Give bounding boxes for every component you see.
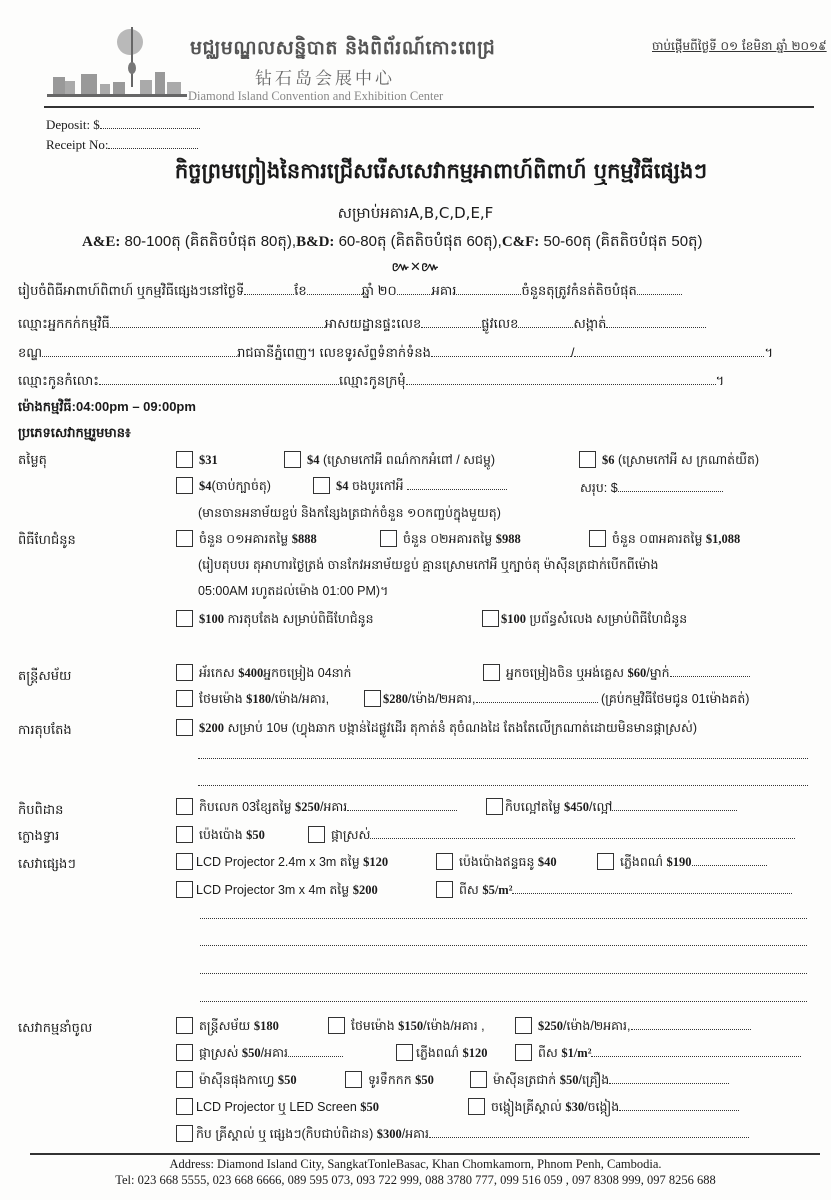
imported-aircon-input[interactable] — [609, 1072, 729, 1084]
ornament-divider: ៚✕៚ — [391, 260, 440, 275]
imported-chandelier-text: ចង្កៀងគ្រីស្តាល់ — [491, 1100, 566, 1114]
imported-row-3b — [345, 1071, 434, 1089]
imported-aircon-checkbox[interactable] — [470, 1071, 487, 1088]
ceiling-lake-text-b: /អគារ — [319, 800, 348, 814]
building-label: អគារ — [431, 283, 457, 298]
event-year-input[interactable] — [397, 283, 432, 295]
chair-ribbon-input[interactable] — [407, 478, 507, 490]
engagement-3-text: ចំនួន ០៣អគារតម្លៃ — [612, 532, 706, 546]
imported-extra-hour-text: ថែមម៉ោង — [351, 1019, 399, 1033]
ceiling-lake-text-a: កិបលេក 03ខ្សែតម្លៃ — [199, 800, 295, 814]
engagement-note-2: 05:00AM រហូតដល់ម៉ោង 01:00 PM)។ — [198, 584, 389, 598]
imported-lcd-text: LCD Projector ឬ LED Screen — [196, 1100, 361, 1114]
imported-extra-hour-2-price: $250 — [538, 1019, 563, 1033]
orchestra-text-a: អ័រកេស — [199, 666, 239, 680]
imported-carpet-input[interactable] — [591, 1045, 801, 1057]
imported-row-3c — [470, 1071, 729, 1089]
imported-extra-hour-2-unit: /ម៉ោង/២អគារ, — [563, 1019, 631, 1033]
other-row-2b — [436, 881, 792, 899]
engagement-sound-checkbox[interactable] — [482, 610, 499, 627]
services-heading: ប្រភេទសេវាកម្មរួមមាន៖ — [18, 426, 131, 441]
logo-english-name: Diamond Island Convention and Exhibition Center — [188, 89, 444, 103]
chair-cover-white-price: $6 — [602, 453, 615, 467]
table-total-row — [580, 479, 723, 497]
engagement-row-2b — [482, 610, 687, 628]
effective-date: ចាប់ផ្តើមពីថ្ងៃទី ០១ ខែមិនា ឆ្នាំ ២០១៩ — [652, 39, 827, 53]
section-label-gate: ក្លោងទ្វារ — [18, 828, 60, 843]
chair-ribbon-checkbox[interactable] — [313, 477, 330, 494]
imported-music-checkbox[interactable] — [176, 1017, 193, 1034]
phone-label: រាជធានីភ្នំពេញ។ លេខទូរស័ព្ទទំនាក់ទំនង — [237, 345, 431, 360]
other-row-1b — [436, 853, 557, 871]
table-price-row-2 — [176, 477, 271, 495]
imported-carpet-text: ពីស — [538, 1046, 562, 1060]
other-input-line-4[interactable] — [200, 1001, 807, 1002]
event-time: ម៉ោងកម្មវិធី:04:00pm – 09:00pm — [18, 399, 196, 414]
chair-cover-colored-price: $4 — [307, 453, 320, 467]
gate-flowers-checkbox[interactable] — [308, 826, 325, 843]
section-label-decoration: ការតុបតែង — [18, 722, 72, 737]
imported-lcd-checkbox[interactable] — [176, 1098, 193, 1115]
foreign-singer-price: $60 — [627, 666, 647, 680]
ceiling-row-b — [486, 798, 737, 816]
foreign-singer-text-b: /ម្នាក់ — [646, 666, 670, 680]
lcd-small-checkbox[interactable] — [176, 853, 193, 870]
chair-cover-colored-checkbox[interactable] — [284, 451, 301, 468]
engagement-1-building-checkbox[interactable] — [176, 530, 193, 547]
foreign-singer-checkbox[interactable] — [483, 664, 500, 681]
event-date-row — [18, 282, 682, 300]
imported-extra-hour-2-checkbox[interactable] — [515, 1017, 532, 1034]
ceiling-row — [176, 798, 457, 816]
imported-flowers-checkbox[interactable] — [176, 1044, 193, 1061]
imported-flowers-unit: /អគារ — [260, 1046, 288, 1060]
gate-balloon-text: ប៉េងប៉ោង — [199, 828, 247, 842]
imported-coffee-checkbox[interactable] — [176, 1071, 193, 1088]
table-total-label: សរុប: $ — [580, 481, 618, 495]
foreign-singer-input[interactable] — [670, 665, 750, 677]
imported-row-5 — [176, 1125, 749, 1143]
imported-lights-text: ភ្លើងពណ៌ — [416, 1046, 463, 1060]
color-lights-checkbox[interactable] — [597, 853, 614, 870]
sangkat-input[interactable] — [606, 316, 706, 328]
lcd-large-checkbox[interactable] — [176, 881, 193, 898]
other-row-1 — [176, 853, 388, 871]
imported-extra-hour-price: $150 — [398, 1019, 424, 1033]
groom-label: ឈ្មោះកូនកំលោះ — [18, 373, 99, 388]
music-row-1b — [483, 664, 750, 682]
engagement-decoration-text: ការតុបតែង សម្រាប់ពិធីហែជំនូន — [224, 612, 374, 626]
imported-fridge-checkbox[interactable] — [345, 1071, 362, 1088]
imported-chandelier-input[interactable] — [619, 1099, 739, 1111]
other-input-line-3[interactable] — [200, 973, 807, 974]
bride-name-input[interactable] — [406, 373, 716, 385]
music-row-1 — [176, 664, 352, 682]
music-row-2 — [176, 690, 329, 708]
month-label: ខែ — [294, 283, 307, 298]
house-number-input[interactable] — [421, 316, 481, 328]
building-input[interactable] — [456, 283, 521, 295]
sangkat-label: សង្កាត់ — [573, 316, 607, 331]
capacity-bd-text: 60-80តុ (គិតតិចបំផុត 60តុ), — [334, 233, 502, 250]
imported-row-4b — [468, 1098, 739, 1116]
footer-divider — [30, 1153, 820, 1155]
table-price-row-1 — [176, 451, 218, 469]
imported-flowers-price: $50 — [241, 1046, 261, 1060]
carpet-text: ពីស — [459, 883, 483, 897]
min-tables-input[interactable] — [637, 283, 682, 295]
imported-chandelier-checkbox[interactable] — [468, 1098, 485, 1115]
imported-row-3 — [176, 1071, 297, 1089]
imported-lcd-price: $50 — [360, 1100, 379, 1114]
engagement-sound-price: $100 — [501, 612, 526, 626]
city-skyline-logo-icon — [45, 22, 190, 102]
receipt-field[interactable] — [46, 137, 198, 153]
imported-row-1 — [176, 1017, 279, 1035]
rainbow-balloon-checkbox[interactable] — [436, 853, 453, 870]
gate-balloon-checkbox[interactable] — [176, 826, 193, 843]
couple-row — [18, 372, 724, 390]
imported-crystal-unit: /អគារ — [401, 1127, 430, 1141]
carpet-price: $5/m² — [482, 883, 513, 897]
ceiling-lantern-checkbox[interactable] — [486, 798, 503, 815]
imported-row-4 — [176, 1098, 379, 1116]
lcd-small-price: $120 — [363, 855, 389, 869]
engagement-1-text: ចំនួន ០១អគារតម្លៃ — [199, 532, 292, 546]
imported-carpet-checkbox[interactable] — [515, 1044, 532, 1061]
extra-hour-2-building-price: $280 — [383, 692, 408, 706]
other-row-1c — [597, 853, 767, 871]
chair-cover-white-text: (ស្រោមកៅអី ស ក្រណាត់យឺត) — [614, 453, 760, 467]
groom-name-input[interactable] — [99, 373, 339, 385]
lcd-small-text: LCD Projector 2.4m x 3m តម្លៃ — [196, 855, 364, 869]
imported-extra-hour-checkbox[interactable] — [328, 1017, 345, 1034]
ceiling-lantern-price: $450 — [564, 800, 590, 814]
gate-flowers-text: ផ្កាស្រស់ — [331, 828, 371, 842]
extra-hour-2-building-text: /ម៉ោង/២អគារ, — [408, 692, 476, 706]
extra-hour-input[interactable] — [476, 691, 598, 703]
imported-flowers-input[interactable] — [288, 1045, 343, 1057]
imported-music-text: តន្ត្រីសម័យ — [199, 1019, 254, 1033]
phone-input-2[interactable] — [574, 345, 764, 357]
chair-ribbon-text: ចងបូរកៅអី — [348, 479, 404, 493]
min-tables-label: ចំនួនតុត្រូវកំនត់តិចបំផុត — [521, 283, 637, 298]
page-title: កិច្ចព្រមព្រៀងនៃការជ្រើសរើសសេវាកម្មអាពាហ៍ពិពាហ៍ ឬកម្មវិធីផ្សេងៗ — [174, 159, 708, 183]
end-mark: ។ — [715, 373, 725, 388]
engagement-3-price: $1,088 — [705, 532, 741, 546]
khan-input[interactable] — [42, 345, 237, 357]
event-date-label: រៀបចំពិធីអាពាហ៍ពិពាហ៍ ឬកម្មវិធីផ្សេងៗនៅថ្ងៃទី — [18, 283, 245, 298]
imported-aircon-price: $50 — [559, 1073, 579, 1087]
organizer-name-input[interactable] — [110, 316, 325, 328]
section-label-other: សេវាផ្សេងៗ — [18, 856, 76, 871]
imported-crystal-input[interactable] — [429, 1126, 749, 1138]
khan-label: ខណ្ឌ — [18, 345, 43, 360]
engagement-sound-text: ប្រព័ន្ធសំលេង សម្រាប់ពិធីហែជំនូន — [526, 612, 688, 626]
capacity-ae-label: A&E: — [82, 234, 121, 250]
imported-chandelier-unit: /ចង្កៀង — [584, 1100, 620, 1114]
imported-coffee-price: $50 — [277, 1073, 297, 1087]
carpet-input[interactable] — [512, 882, 792, 894]
imported-row-1b — [328, 1017, 485, 1035]
phone-separator: / — [570, 345, 575, 360]
decoration-row — [176, 719, 697, 737]
section-label-ceiling: កិបពិដាន — [18, 802, 64, 817]
gate-balloon-price: $50 — [246, 828, 265, 842]
logo-chinese-name: 钻石岛会展中心 — [255, 69, 395, 89]
engagement-decoration-checkbox[interactable] — [176, 610, 193, 627]
table-price-row-1c — [579, 451, 759, 469]
bride-label: ឈ្មោះកូនក្រមុំ — [338, 373, 406, 388]
event-day-input[interactable] — [244, 283, 294, 295]
imported-music-price: $180 — [253, 1019, 279, 1033]
street-input[interactable] — [518, 316, 573, 328]
ceiling-lake-price: $250 — [294, 800, 320, 814]
imported-crystal-price: $300 — [376, 1127, 402, 1141]
khan-phone-row — [18, 344, 773, 362]
other-input-line-2[interactable] — [200, 945, 807, 946]
table-pattern-price: $4 — [199, 479, 212, 493]
engagement-2-building-checkbox[interactable] — [380, 530, 397, 547]
engagement-row-1 — [176, 530, 317, 548]
decoration-text: សម្រាប់ 10ម (ហ្វុងឆាក បង្កាន់ដៃផ្លូវដើរ តុកាត់នំ តុចំណងដៃ តែងតែលើក្រណាត់ដោយមិនមានផ្កាស្រស់) — [224, 721, 698, 735]
extra-hour-text-b: /ម៉ោង/អគារ, — [271, 692, 330, 706]
imported-fridge-text: ទូរទឹកកក — [368, 1073, 416, 1087]
engagement-row-1b — [380, 530, 521, 548]
gate-flowers-input[interactable] — [370, 827, 795, 839]
table-price-row-2b — [313, 477, 507, 495]
gate-row — [176, 826, 265, 844]
capacity-line — [82, 232, 703, 254]
color-lights-input[interactable] — [692, 854, 767, 866]
chair-cover-colored-text: (ស្រោមកៅអី ពណ៌កាកអំពៅ / សជម្ពូ) — [319, 453, 496, 467]
footer-address: Address: Diamond Island City, SangkatTonleBasac, Khan Chomkamorn, Phnom Penh, Cambodia. — [169, 1157, 662, 1171]
imported-extra-hour-input[interactable] — [631, 1018, 751, 1030]
receipt-input[interactable] — [108, 137, 198, 149]
engagement-1-price: $888 — [291, 532, 317, 546]
rainbow-balloon-price: $40 — [537, 855, 557, 869]
street-label: ផ្លូវលេខ — [481, 316, 519, 331]
deposit-input[interactable] — [100, 117, 200, 129]
receipt-label: Receipt No: — [46, 137, 109, 152]
table-total-input[interactable] — [618, 480, 723, 492]
imported-crystal-text: កិប គ្រីស្តាល់ ឬ ផ្សេងៗ(កិបជាប់ពិដាន) — [196, 1127, 377, 1141]
engagement-3-building-checkbox[interactable] — [589, 530, 606, 547]
imported-coffee-text: ម៉ាស៊ីនផុងកាហ្វេ — [199, 1073, 278, 1087]
capacity-ae-text: 80-100តុ (គិតតិចបំផុត 80តុ), — [120, 233, 297, 250]
ceiling-lantern-text-a: កិបល្អៅតម្លៃ — [505, 800, 565, 814]
imported-flowers-text: ផ្កាស្រស់ — [199, 1046, 242, 1060]
engagement-note-1: (រៀបតុបបរ តុអាហារថ្ងៃត្រង់ ចានកែវអនាម័យខ្ចប់ គ្មានស្រោមកៅអី ឬក្បាច់តុ ម៉ាស៊ីនត្រជាក់បើកពីម៉ោង — [198, 558, 659, 572]
event-month-input[interactable] — [307, 283, 362, 295]
imported-row-2c — [515, 1044, 801, 1062]
table-pattern-checkbox[interactable] — [176, 477, 193, 494]
logo-khmer-name: មជ្ឈមណ្ឌលសន្និបាត និងពិព័រណ៍កោះពេជ្រ — [190, 37, 496, 59]
footer-phone: Tel: 023 668 5555, 023 668 6666, 089 595 073, 093 722 999, 088 3780 777, 099 516 059 , 097 8308 999, 097 8256 688 — [115, 1173, 716, 1187]
imported-fridge-price: $50 — [415, 1073, 434, 1087]
extra-hour-2-building-checkbox[interactable] — [364, 690, 381, 707]
imported-aircon-text: ម៉ាស៊ីនត្រជាក់ — [493, 1073, 560, 1087]
table-pattern-text: (ចាប់ក្បាច់តុ) — [211, 479, 271, 493]
engagement-row-2 — [176, 610, 374, 628]
imported-lights-checkbox[interactable] — [396, 1044, 413, 1061]
capacity-bd-label: B&D: — [296, 234, 335, 250]
engagement-row-1c — [589, 530, 740, 548]
engagement-decoration-price: $100 — [199, 612, 224, 626]
lcd-large-text: LCD Projector 3m x 4m តម្លៃ — [196, 883, 353, 897]
decoration-input-line-2[interactable] — [198, 785, 808, 786]
extra-hour-text-a: ថែមម៉ោង — [199, 692, 247, 706]
lcd-large-price: $200 — [352, 883, 378, 897]
section-label-imported: សេវាកម្មនាំចូល — [18, 1020, 93, 1035]
rainbow-balloon-text: ប៉េងប៉ោងឥន្ទធនូ — [459, 855, 538, 869]
music-row-2b — [364, 690, 749, 708]
color-lights-text: ភ្លើងពណ៌ — [620, 855, 667, 869]
imported-row-1c — [515, 1017, 751, 1035]
imported-crystal-checkbox[interactable] — [176, 1125, 193, 1142]
table-price-row-1b — [284, 451, 495, 469]
imported-chandelier-price: $30 — [565, 1100, 585, 1114]
orchestra-text-b: អ្នកចម្រៀង 04នាក់ — [263, 666, 352, 680]
other-input-line-1[interactable] — [200, 918, 807, 919]
imported-carpet-price: $1/m² — [561, 1046, 592, 1060]
foreign-singer-text-a: អ្នកចម្រៀងចិន ឬអង់គ្លេស — [506, 666, 628, 680]
deposit-label: Deposit: $ — [46, 117, 100, 132]
chair-cover-white-checkbox[interactable] — [579, 451, 596, 468]
organizer-row — [18, 315, 706, 333]
page-subtitle: សម្រាប់អគារA,B,C,D,E,F — [337, 204, 494, 222]
chair-ribbon-price: $4 — [336, 479, 349, 493]
capacity-cf-label: C&F: — [501, 234, 540, 250]
extra-hour-price: $180 — [246, 692, 272, 706]
ceiling-lake-checkbox[interactable] — [176, 798, 193, 815]
table-price-note: (មានចានអនាម័យខ្ចប់ និងកន្សែងត្រជាក់ចំនួន ១០កញ្ចប់ក្នុងមួយតុ) — [198, 506, 501, 520]
carpet-checkbox[interactable] — [436, 881, 453, 898]
decoration-checkbox[interactable] — [176, 719, 193, 736]
section-label-music: តន្ត្រីសម័យ — [18, 668, 72, 683]
year-label: ឆ្នាំ ២០ — [361, 283, 397, 298]
end-mark: ។ — [764, 345, 774, 360]
other-row-2 — [176, 881, 378, 899]
decoration-input-line-1[interactable] — [198, 758, 808, 759]
ceiling-lake-input[interactable] — [347, 799, 457, 811]
header-divider — [44, 106, 814, 108]
ceiling-lantern-input[interactable] — [612, 799, 737, 811]
extra-hour-note: (គ្រប់កម្មវិធីថែមជូន 01ម៉ោងគត់) — [600, 692, 750, 706]
imported-row-2 — [176, 1044, 343, 1062]
engagement-2-text: ចំនួន ០២អគារតម្លៃ — [403, 532, 496, 546]
section-label-table-price: តម្លៃតុ — [18, 452, 47, 467]
table-31-price: $31 — [199, 453, 218, 467]
deposit-field[interactable] — [46, 117, 200, 133]
orchestra-checkbox[interactable] — [176, 664, 193, 681]
orchestra-price: $400 — [238, 666, 264, 680]
engagement-2-price: $988 — [495, 532, 521, 546]
ceiling-lantern-text-b: /ល្អៅ — [589, 800, 613, 814]
phone-input-1[interactable] — [431, 345, 571, 357]
imported-row-2b — [396, 1044, 488, 1062]
color-lights-price: $190 — [666, 855, 692, 869]
imported-aircon-unit: /គ្រឿង — [578, 1073, 610, 1087]
house-number-label: អាសយដ្ឋានផ្ទះលេខ — [324, 316, 422, 331]
table-31-checkbox[interactable] — [176, 451, 193, 468]
imported-extra-hour-unit: /ម៉ោង/អគារ , — [423, 1019, 485, 1033]
extra-hour-checkbox[interactable] — [176, 690, 193, 707]
capacity-cf-text: 50-60តុ (គិតតិចបំផុត 50តុ) — [539, 233, 703, 250]
organizer-name-label: ឈ្មោះអ្នកកក់កម្មវិធី — [18, 316, 110, 331]
decoration-price: $200 — [199, 721, 224, 735]
section-label-engagement: ពិធីហែជំនូន — [18, 532, 76, 547]
logo — [45, 22, 190, 102]
gate-row-b — [308, 826, 795, 844]
imported-lights-price: $120 — [462, 1046, 488, 1060]
